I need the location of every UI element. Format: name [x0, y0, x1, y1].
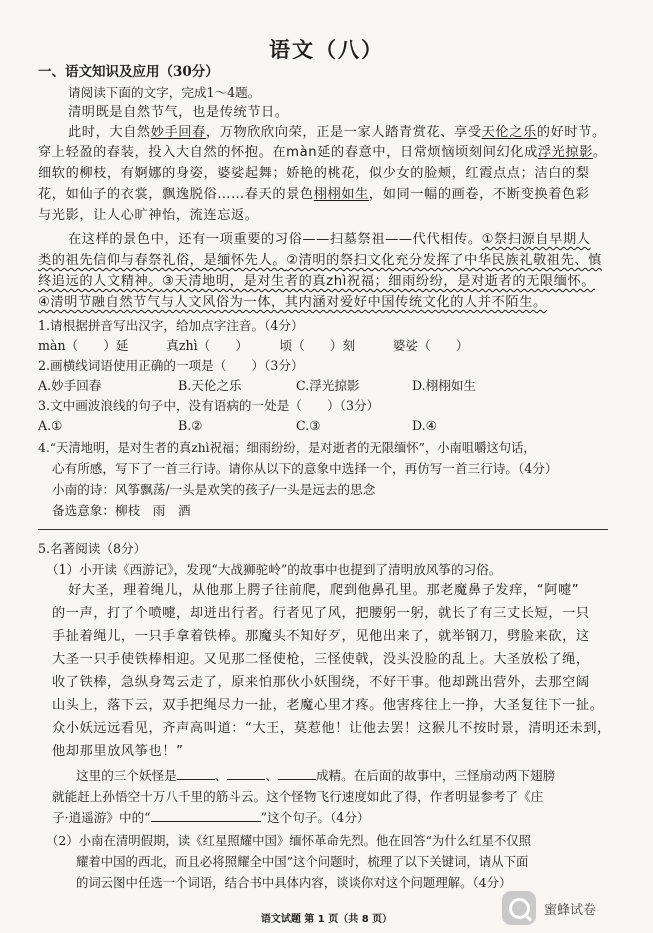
question-4-sample-poem: 小南的诗：风筝飘荡/一头是欢笑的孩子/一头是远去的思念	[52, 482, 376, 497]
question-4-line-2: 心有所感，写下了一首三行诗。请你从以下的意象中选择一个，再仿写一首三行诗。（4分）	[52, 461, 558, 476]
excerpt-line: 收了铁棒，急纵身驾云走了，原来怕那伙小妖围绕，不好干事。他却跳出营外，去那空阔	[52, 675, 590, 690]
question-5-part-1: （1）小开读《西游记》，发现“大战狮驼岭”的故事中也提到了清明放风筝的习俗。	[46, 562, 502, 577]
question-5-fill-line-1: 这里的三个妖怪是 、 、 成精。在后面的故事中，三怪扇动两下翅膀	[76, 768, 556, 783]
excerpt-line: 他却那里放风筝也！”	[52, 744, 184, 759]
excerpt-line: 手扯着绳儿，一只手拿着铁棒。那魔头不知好歹，见他出来了，就举钢刀，劈脸来砍，这	[52, 629, 590, 644]
question-3-stem: 3.文中画波浪线的句子中，没有语病的一处是（ ）（3分）	[38, 398, 380, 413]
question-3-option-c: C.③	[296, 418, 321, 433]
section-1-intro: 请阅读下面的文字，完成1～4题。	[68, 85, 261, 100]
passage-line	[38, 274, 595, 290]
question-5-part-2-line-3: 的词云图中任选一个词语，结合书中具体内容，谈谈你对这个问题理解。（4分）	[76, 875, 512, 890]
excerpt-line: 山头上，落下云，双手把绳尽力一扯，老魔心里才疼。他害疼往上一挣，大圣复往下一扯。	[52, 698, 604, 713]
passage-line: 在这样的景色中，还有一项重要的习俗——扫墓祭祖——代代相传。①祭扫源自早期人	[68, 232, 591, 247]
question-4-imagery-options: 备选意象：柳枝 雨 酒	[52, 503, 191, 518]
watermark-text: 蜜蜂试卷	[544, 902, 597, 918]
watermark-logo-icon	[502, 891, 536, 925]
passage-line: 与光影，让人心旷神怡，流连忘返。	[38, 208, 259, 223]
answer-blank[interactable]	[227, 768, 265, 780]
question-5-fill-line-2: 就能赶上孙悟空十万八千里的筋斗云。这个怪物飞行速度如此了得，作者明显参考了《庄	[52, 789, 544, 804]
excerpt-line: 的一声，打了个喷嚏，却迸出行者。行者见了风，把腰躬一躬，就长了有三丈长短，一只	[52, 606, 590, 621]
answer-blank[interactable]	[177, 768, 215, 780]
answer-blank[interactable]	[151, 810, 261, 822]
question-4-line-1: 4.“天清地明，是对生者的真zhì祝福；细雨纷纷，是对逝者的无限缅怀”，小南咀嚼这句话，	[38, 441, 536, 455]
question-2-option-c: C.浮光掠影	[296, 378, 360, 393]
passage-line	[38, 295, 547, 311]
question-1-stem: 1.请根据拼音写出汉字，给加点字注音。（4分）	[38, 318, 304, 333]
section-1-heading: 一、语文知识及应用（30分）	[38, 64, 219, 80]
question-1-answers: màn（ ）延 真zhì（ ） 顷（ ）刻 婆娑（ ）	[38, 338, 469, 353]
wavy-sentence-1-cont: 类的祖先信仰与春祭礼俗，是缅怀先人。	[38, 253, 287, 268]
answer-line	[38, 529, 608, 530]
question-3-option-d: D.④	[412, 418, 437, 433]
wavy-sentence-4: ④清明节融自然节气与人文风俗为一体，其内涵对爱好中国传统文化的人并不陌生。	[38, 295, 547, 310]
wavy-sentence-2: ②清明的祭扫文化充分发挥了中华民族礼敬祖先、慎	[286, 253, 602, 268]
question-2-option-b: B.天伦之乐	[178, 378, 242, 393]
underlined-term-d: 栩栩如生	[313, 187, 369, 202]
page-footer: 语文试题 第 1 页（共 8 页）	[260, 914, 393, 925]
passage-line: 此时，大自然妙手回春，万物欣欣向荣，正是一家人踏青赏花、享受天伦之乐的好时节。	[68, 125, 606, 140]
underlined-term-c: 浮光掠影	[537, 145, 594, 160]
wavy-sentence-1: ①祭扫源自早期人	[481, 232, 591, 247]
passage-line: 花，如仙子的衣裳，飘逸脱俗……春天的景色栩栩如生，如同一幅的画卷，不断变换着色彩	[38, 187, 590, 202]
underlined-term-a: 妙手回春	[150, 125, 206, 140]
excerpt-line: 大圣一只手使铁棒相迎。又见那二怪使枪，三怪使戟，没头没脸的乱上。大圣放松了绳，	[52, 652, 590, 667]
excerpt-line: 好大圣，理着绳儿，从他那上腭子往前爬，爬到他鼻孔里。那老魔鼻子发痒，“阿嚏”	[68, 583, 580, 598]
question-5-part-2-line-2: 耀着中国的西北，而且必将照耀全中国”这个问题时，梳理了以下关键词，请从下面	[76, 854, 529, 869]
question-5-heading: 5.名著阅读（8分）	[38, 541, 147, 556]
passage-line: 穿上轻盈的春装，投入大自然的怀抱。在màn延的春意中，日常烦恼顷刻间幻化成浮光掠影。	[38, 145, 607, 160]
question-3-option-a: A.①	[38, 418, 63, 433]
passage-line	[38, 253, 602, 269]
passage-paragraph-1: 清明既是自然节气，也是传统节日。	[68, 105, 289, 120]
question-3-option-b: B.②	[178, 418, 203, 433]
page-title: 语文（八）	[269, 37, 384, 62]
question-5-part-2-line-1: （2）小南在清明假期，读《红星照耀中国》缅怀革命先烈。他在回答“为什么红星不仅照	[46, 833, 532, 848]
answer-blank[interactable]	[278, 768, 316, 780]
question-5-fill-line-3: 子·逍遥游》中的“ ”这个句子。（4分）	[52, 810, 370, 825]
watermark	[502, 891, 596, 925]
wavy-sentence-3: ③天清地明，是对生者的真zhì祝福；细雨纷纷，是对逝者的无限缅怀。	[162, 274, 596, 289]
wavy-sentence-2-cont: 终追远的人文精神。	[38, 274, 163, 289]
excerpt-line: 众小妖远远看见，齐声高叫道：“大王，莫惹他！让他去罢！这猴儿不按时景，清明还未到，	[52, 721, 611, 736]
question-2-stem: 2.画横线词语使用正确的一项是（ ）（3分）	[38, 358, 304, 373]
question-2-option-a: A.妙手回春	[38, 378, 102, 393]
underlined-term-b: 天伦之乐	[481, 125, 537, 140]
question-2-option-d: D.栩栩如生	[412, 378, 477, 393]
passage-line: 细软的柳枝，有婀娜的身姿，婆娑起舞；娇艳的桃花，似少女的脸颊，红霞点点；洁白的梨	[38, 166, 590, 181]
dotted-word: 婆娑	[217, 166, 245, 181]
